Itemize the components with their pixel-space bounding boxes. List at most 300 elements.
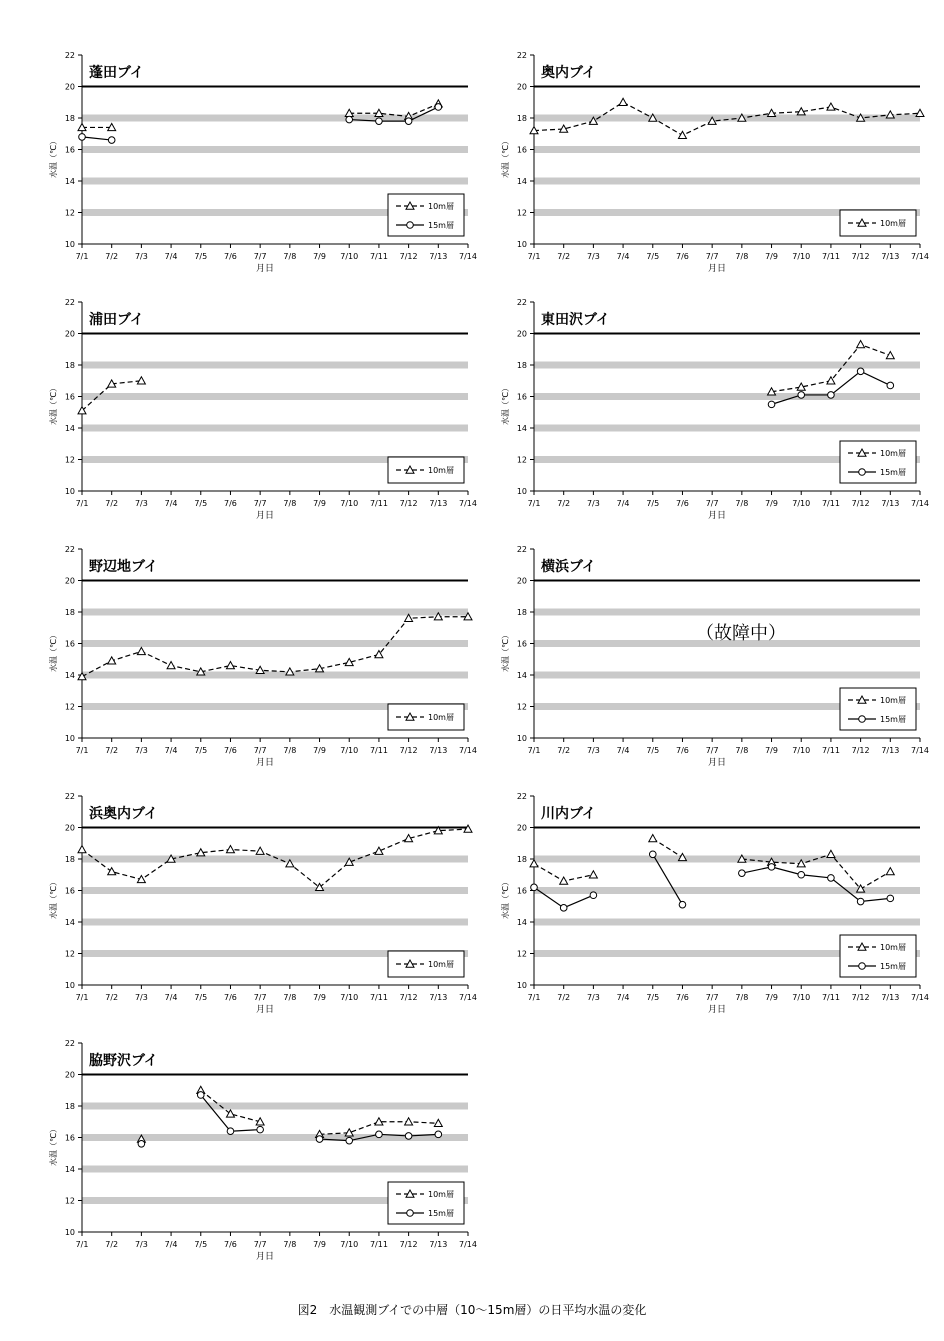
- chart-panel-2: [500, 51, 929, 274]
- x-tick-label: 7/7: [705, 499, 719, 508]
- x-tick-label: 7/13: [429, 746, 448, 755]
- chart-panel-8: [500, 792, 929, 1015]
- x-tick-label: 7/2: [557, 499, 571, 508]
- x-tick-label: 7/14: [459, 1240, 477, 1249]
- y-tick-label: 16: [64, 639, 75, 649]
- x-axis-label: 月日: [707, 511, 727, 521]
- y-axis-label: 水温（℃）: [501, 878, 510, 919]
- y-tick-label: 18: [64, 114, 75, 123]
- data-point-15m: [531, 884, 538, 891]
- x-tick-label: 7/14: [911, 993, 929, 1002]
- y-tick-label: 20: [64, 576, 75, 586]
- x-tick-label: 7/8: [283, 499, 297, 508]
- series-line: [653, 839, 683, 858]
- x-tick-label: 7/5: [646, 499, 660, 508]
- gridline-band: [82, 672, 468, 679]
- series-s15: [768, 368, 893, 408]
- x-tick-label: 7/10: [792, 993, 811, 1002]
- legend-label: 10m層: [428, 1190, 454, 1199]
- x-tick-label: 7/1: [75, 1240, 89, 1249]
- x-tick-label: 7/5: [646, 746, 660, 755]
- y-tick-label: 22: [64, 1039, 75, 1048]
- x-tick-label: 7/4: [164, 746, 178, 755]
- x-tick-label: 7/9: [765, 252, 778, 261]
- y-tick-label: 16: [64, 145, 75, 155]
- data-point-15m: [857, 898, 864, 905]
- legend-label: 10m層: [428, 202, 454, 211]
- chart-panel-4: [500, 298, 929, 521]
- data-point-10m: [375, 847, 383, 854]
- series-s10: [137, 1086, 442, 1142]
- y-tick-label: 22: [64, 51, 75, 60]
- data-point-15m: [108, 137, 115, 144]
- x-tick-label: 7/6: [676, 499, 689, 508]
- x-tick-label: 7/3: [586, 252, 600, 261]
- legend: [840, 210, 916, 236]
- x-tick-label: 7/9: [765, 993, 778, 1002]
- data-point-15m: [679, 901, 686, 908]
- y-axis-label: 水温（℃）: [49, 1125, 58, 1166]
- legend-marker-circle: [859, 716, 866, 723]
- x-tick-label: 7/6: [224, 499, 237, 508]
- x-tick-label: 7/6: [676, 746, 689, 755]
- y-tick-label: 14: [516, 424, 527, 433]
- x-tick-label: 7/2: [557, 993, 571, 1002]
- x-tick-label: 7/2: [105, 746, 119, 755]
- legend: [388, 951, 464, 977]
- legend-label: 10m層: [880, 219, 906, 228]
- y-tick-label: 16: [64, 392, 75, 402]
- y-tick-label: 22: [516, 51, 527, 60]
- legend-marker-circle: [407, 222, 414, 229]
- x-tick-label: 7/9: [313, 1240, 326, 1249]
- x-tick-label: 7/8: [735, 746, 749, 755]
- data-point-15m: [376, 118, 383, 125]
- y-tick-label: 10: [64, 1228, 75, 1237]
- y-tick-label: 12: [64, 949, 75, 959]
- x-tick-label: 7/12: [399, 746, 418, 755]
- legend-label: 10m層: [428, 713, 454, 722]
- x-tick-label: 7/12: [851, 252, 870, 261]
- x-tick-label: 7/5: [194, 993, 208, 1002]
- legend-marker-circle: [407, 1210, 414, 1217]
- x-tick-label: 7/10: [792, 746, 811, 755]
- data-point-10m: [256, 847, 264, 854]
- x-tick-label: 7/12: [399, 1240, 418, 1249]
- y-tick-label: 16: [516, 392, 527, 402]
- x-tick-label: 7/8: [735, 993, 749, 1002]
- y-axis-label: 水温（℃）: [501, 384, 510, 425]
- x-tick-label: 7/14: [911, 499, 929, 508]
- data-point-10m: [286, 668, 294, 675]
- x-tick-label: 7/13: [429, 1240, 448, 1249]
- x-tick-label: 7/8: [283, 993, 297, 1002]
- x-tick-label: 7/9: [313, 993, 326, 1002]
- legend: [840, 441, 916, 483]
- status-note: （故障中）: [696, 623, 786, 644]
- x-tick-label: 7/14: [911, 746, 929, 755]
- x-tick-label: 7/11: [821, 499, 840, 508]
- x-tick-label: 7/11: [821, 252, 840, 261]
- gridline-band: [82, 178, 468, 185]
- chart-title: 脇野沢ブイ: [89, 1053, 158, 1069]
- chart-title: 川内ブイ: [541, 806, 596, 822]
- data-point-10m: [886, 868, 894, 875]
- gridline-band: [82, 146, 468, 153]
- x-tick-label: 7/14: [459, 499, 477, 508]
- data-point-15m: [560, 905, 567, 912]
- x-tick-label: 7/2: [105, 1240, 119, 1249]
- data-point-15m: [79, 134, 86, 141]
- x-tick-label: 7/10: [340, 746, 359, 755]
- x-tick-label: 7/5: [194, 252, 208, 261]
- x-tick-label: 7/1: [527, 746, 541, 755]
- figure-caption: 図2 水温観測ブイでの中層（10～15m層）の日平均水温の変化: [297, 1303, 647, 1317]
- y-tick-label: 20: [64, 329, 75, 339]
- x-tick-label: 7/8: [283, 746, 297, 755]
- series-s10: [530, 835, 894, 893]
- x-tick-label: 7/4: [164, 252, 178, 261]
- x-tick-label: 7/13: [429, 993, 448, 1002]
- gridline-band: [534, 919, 920, 926]
- legend-label: 15m層: [428, 1209, 454, 1218]
- x-tick-label: 7/2: [105, 499, 119, 508]
- legend-marker-circle: [859, 963, 866, 970]
- y-tick-label: 12: [516, 208, 527, 218]
- x-tick-label: 7/11: [821, 746, 840, 755]
- y-tick-label: 20: [64, 82, 75, 92]
- x-tick-label: 7/4: [164, 1240, 178, 1249]
- x-tick-label: 7/3: [134, 1240, 148, 1249]
- legend-label: 15m層: [880, 468, 906, 477]
- y-tick-label: 12: [516, 702, 527, 712]
- series-s15: [79, 104, 442, 144]
- chart-title: 横浜ブイ: [541, 559, 596, 575]
- x-tick-label: 7/4: [616, 993, 630, 1002]
- x-tick-label: 7/8: [735, 499, 749, 508]
- y-tick-label: 16: [64, 886, 75, 896]
- x-tick-label: 7/11: [821, 993, 840, 1002]
- x-tick-label: 7/13: [881, 746, 900, 755]
- data-point-15m: [257, 1126, 264, 1133]
- y-tick-label: 14: [64, 424, 75, 433]
- x-tick-label: 7/6: [224, 1240, 237, 1249]
- y-tick-label: 18: [64, 1102, 75, 1111]
- data-point-15m: [405, 118, 412, 125]
- x-tick-label: 7/7: [253, 499, 267, 508]
- y-tick-label: 16: [516, 886, 527, 896]
- x-tick-label: 7/7: [705, 993, 719, 1002]
- data-point-15m: [316, 1136, 323, 1143]
- chart-panel-5: [48, 545, 477, 768]
- y-axis-label: 水温（℃）: [49, 137, 58, 178]
- data-point-15m: [197, 1092, 204, 1099]
- x-tick-label: 7/14: [459, 993, 477, 1002]
- data-point-10m: [560, 877, 568, 884]
- chart-title: 蓬田ブイ: [89, 65, 144, 81]
- chart-panel-6: [500, 545, 929, 768]
- x-tick-label: 7/6: [224, 252, 237, 261]
- x-tick-label: 7/10: [340, 993, 359, 1002]
- data-point-10m: [226, 846, 234, 853]
- y-tick-label: 14: [64, 177, 75, 186]
- y-tick-label: 10: [64, 240, 75, 249]
- x-tick-label: 7/2: [105, 252, 119, 261]
- gridline-band: [82, 425, 468, 432]
- x-tick-label: 7/4: [616, 499, 630, 508]
- data-point-10m: [137, 377, 145, 384]
- data-point-15m: [857, 368, 864, 375]
- gridline-band: [82, 1166, 468, 1173]
- x-tick-label: 7/10: [792, 499, 811, 508]
- y-tick-label: 20: [516, 823, 527, 833]
- x-axis-label: 月日: [707, 1005, 727, 1015]
- y-tick-label: 20: [516, 576, 527, 586]
- y-tick-label: 16: [516, 145, 527, 155]
- y-axis-label: 水温（℃）: [49, 384, 58, 425]
- x-tick-label: 7/4: [616, 252, 630, 261]
- gridline-band: [534, 425, 920, 432]
- y-tick-label: 22: [64, 298, 75, 307]
- x-tick-label: 7/10: [340, 252, 359, 261]
- x-tick-label: 7/11: [369, 993, 388, 1002]
- data-point-15m: [828, 392, 835, 399]
- y-tick-label: 22: [516, 545, 527, 554]
- data-point-15m: [435, 104, 442, 111]
- data-point-10m: [678, 131, 686, 138]
- x-tick-label: 7/2: [557, 746, 571, 755]
- x-tick-label: 7/7: [253, 746, 267, 755]
- x-tick-label: 7/3: [134, 746, 148, 755]
- legend: [840, 935, 916, 977]
- x-tick-label: 7/10: [340, 499, 359, 508]
- chart-title: 奥内ブイ: [541, 65, 596, 81]
- y-tick-label: 22: [516, 298, 527, 307]
- y-tick-label: 12: [516, 455, 527, 465]
- y-tick-label: 12: [64, 702, 75, 712]
- data-point-15m: [227, 1128, 234, 1135]
- chart-title: 浜奥内ブイ: [89, 806, 158, 822]
- x-tick-label: 7/1: [75, 499, 89, 508]
- legend-label: 15m層: [880, 715, 906, 724]
- x-axis-label: 月日: [255, 264, 275, 274]
- x-tick-label: 7/1: [527, 499, 541, 508]
- data-point-10m: [649, 835, 657, 842]
- y-tick-label: 10: [64, 487, 75, 496]
- gridline-band: [82, 393, 468, 400]
- x-tick-label: 7/9: [765, 499, 778, 508]
- x-tick-label: 7/1: [75, 746, 89, 755]
- y-tick-label: 18: [64, 608, 75, 617]
- gridline-band: [82, 640, 468, 647]
- x-tick-label: 7/13: [881, 499, 900, 508]
- data-point-10m: [167, 662, 175, 669]
- x-tick-label: 7/11: [369, 252, 388, 261]
- chart-panel-3: [48, 298, 477, 521]
- x-tick-label: 7/1: [75, 993, 89, 1002]
- x-tick-label: 7/5: [194, 746, 208, 755]
- x-tick-label: 7/7: [253, 252, 267, 261]
- x-axis-label: 月日: [255, 1005, 275, 1015]
- chart-title: 東田沢ブイ: [541, 312, 610, 328]
- x-tick-label: 7/3: [586, 499, 600, 508]
- x-tick-label: 7/8: [283, 1240, 297, 1249]
- x-tick-label: 7/3: [134, 252, 148, 261]
- y-tick-label: 10: [516, 487, 527, 496]
- y-axis-label: 水温（℃）: [49, 631, 58, 672]
- gridline-band: [534, 672, 920, 679]
- y-tick-label: 16: [516, 639, 527, 649]
- y-tick-label: 10: [516, 981, 527, 990]
- x-tick-label: 7/2: [105, 993, 119, 1002]
- data-point-10m: [108, 868, 116, 875]
- x-tick-label: 7/7: [705, 252, 719, 261]
- data-point-15m: [405, 1133, 412, 1140]
- x-tick-label: 7/1: [75, 252, 89, 261]
- data-point-15m: [798, 871, 805, 878]
- data-point-10m: [827, 103, 835, 110]
- legend: [840, 688, 916, 730]
- x-tick-label: 7/3: [134, 993, 148, 1002]
- y-tick-label: 14: [64, 918, 75, 927]
- x-axis-label: 月日: [707, 758, 727, 768]
- x-tick-label: 7/3: [134, 499, 148, 508]
- gridline-band: [82, 609, 468, 616]
- x-axis-label: 月日: [255, 1252, 275, 1262]
- y-tick-label: 12: [516, 949, 527, 959]
- x-tick-label: 7/9: [313, 252, 326, 261]
- data-point-15m: [798, 392, 805, 399]
- x-tick-label: 7/13: [429, 252, 448, 261]
- data-point-15m: [828, 875, 835, 882]
- data-point-15m: [346, 1137, 353, 1144]
- series-line: [82, 137, 112, 140]
- data-point-15m: [376, 1131, 383, 1138]
- data-point-15m: [887, 895, 894, 902]
- y-tick-label: 20: [516, 329, 527, 339]
- y-tick-label: 22: [64, 545, 75, 554]
- x-tick-label: 7/12: [851, 993, 870, 1002]
- y-tick-label: 14: [64, 671, 75, 680]
- gridline-band: [82, 362, 468, 369]
- y-axis-label: 水温（℃）: [501, 137, 510, 178]
- x-tick-label: 7/12: [851, 499, 870, 508]
- y-tick-label: 10: [64, 734, 75, 743]
- gridline-band: [534, 178, 920, 185]
- y-tick-label: 14: [516, 918, 527, 927]
- data-point-15m: [768, 864, 775, 871]
- x-tick-label: 7/9: [313, 499, 326, 508]
- x-tick-label: 7/9: [765, 746, 778, 755]
- data-point-10m: [226, 662, 234, 669]
- x-tick-label: 7/12: [399, 993, 418, 1002]
- legend-label: 10m層: [880, 449, 906, 458]
- data-point-10m: [857, 341, 865, 348]
- data-point-10m: [78, 846, 86, 853]
- gridline-band: [534, 393, 920, 400]
- y-tick-label: 18: [516, 114, 527, 123]
- y-tick-label: 12: [64, 208, 75, 218]
- data-point-15m: [138, 1141, 145, 1148]
- x-tick-label: 7/4: [164, 499, 178, 508]
- data-point-10m: [827, 850, 835, 857]
- legend-label: 10m層: [428, 466, 454, 475]
- x-tick-label: 7/2: [557, 252, 571, 261]
- x-tick-label: 7/13: [881, 993, 900, 1002]
- gridline-band: [82, 856, 468, 863]
- gridline-band: [534, 856, 920, 863]
- y-tick-label: 20: [516, 82, 527, 92]
- y-tick-label: 18: [516, 361, 527, 370]
- data-point-15m: [649, 851, 656, 858]
- legend-label: 10m層: [880, 696, 906, 705]
- y-axis-label: 水温（℃）: [49, 878, 58, 919]
- legend: [388, 194, 464, 236]
- y-axis-label: 水温（℃）: [501, 631, 510, 672]
- x-axis-label: 月日: [255, 758, 275, 768]
- data-point-15m: [435, 1131, 442, 1138]
- x-tick-label: 7/13: [881, 252, 900, 261]
- x-tick-label: 7/1: [527, 993, 541, 1002]
- x-tick-label: 7/11: [369, 1240, 388, 1249]
- data-point-15m: [887, 382, 894, 389]
- x-tick-label: 7/1: [527, 252, 541, 261]
- y-tick-label: 14: [516, 177, 527, 186]
- legend-label: 15m層: [880, 962, 906, 971]
- legend: [388, 1182, 464, 1224]
- x-tick-label: 7/10: [792, 252, 811, 261]
- y-tick-label: 14: [64, 1165, 75, 1174]
- data-point-15m: [590, 892, 597, 899]
- y-tick-label: 10: [64, 981, 75, 990]
- y-tick-label: 20: [64, 1070, 75, 1080]
- legend-label: 10m層: [880, 943, 906, 952]
- y-tick-label: 18: [64, 361, 75, 370]
- y-tick-label: 22: [64, 792, 75, 801]
- y-tick-label: 18: [516, 608, 527, 617]
- x-axis-label: 月日: [707, 264, 727, 274]
- data-point-15m: [739, 870, 746, 877]
- y-tick-label: 12: [64, 1196, 75, 1206]
- chart-panel-7: [48, 792, 477, 1015]
- y-tick-label: 18: [64, 855, 75, 864]
- x-tick-label: 7/4: [616, 746, 630, 755]
- x-tick-label: 7/11: [369, 746, 388, 755]
- x-tick-label: 7/14: [911, 252, 929, 261]
- legend: [388, 704, 464, 730]
- x-tick-label: 7/3: [586, 993, 600, 1002]
- gridline-band: [534, 362, 920, 369]
- data-point-10m: [434, 1119, 442, 1126]
- x-tick-label: 7/9: [313, 746, 326, 755]
- x-tick-label: 7/3: [586, 746, 600, 755]
- x-tick-label: 7/8: [735, 252, 749, 261]
- y-tick-label: 18: [516, 855, 527, 864]
- x-axis-label: 月日: [255, 511, 275, 521]
- x-tick-label: 7/12: [851, 746, 870, 755]
- x-tick-label: 7/12: [399, 499, 418, 508]
- y-tick-label: 10: [516, 240, 527, 249]
- x-tick-label: 7/10: [340, 1240, 359, 1249]
- legend: [388, 457, 464, 483]
- x-tick-label: 7/8: [283, 252, 297, 261]
- x-tick-label: 7/14: [459, 252, 477, 261]
- legend-label: 15m層: [428, 221, 454, 230]
- chart-panel-9: [48, 1039, 477, 1262]
- x-tick-label: 7/7: [253, 1240, 267, 1249]
- x-tick-label: 7/7: [253, 993, 267, 1002]
- gridline-band: [534, 146, 920, 153]
